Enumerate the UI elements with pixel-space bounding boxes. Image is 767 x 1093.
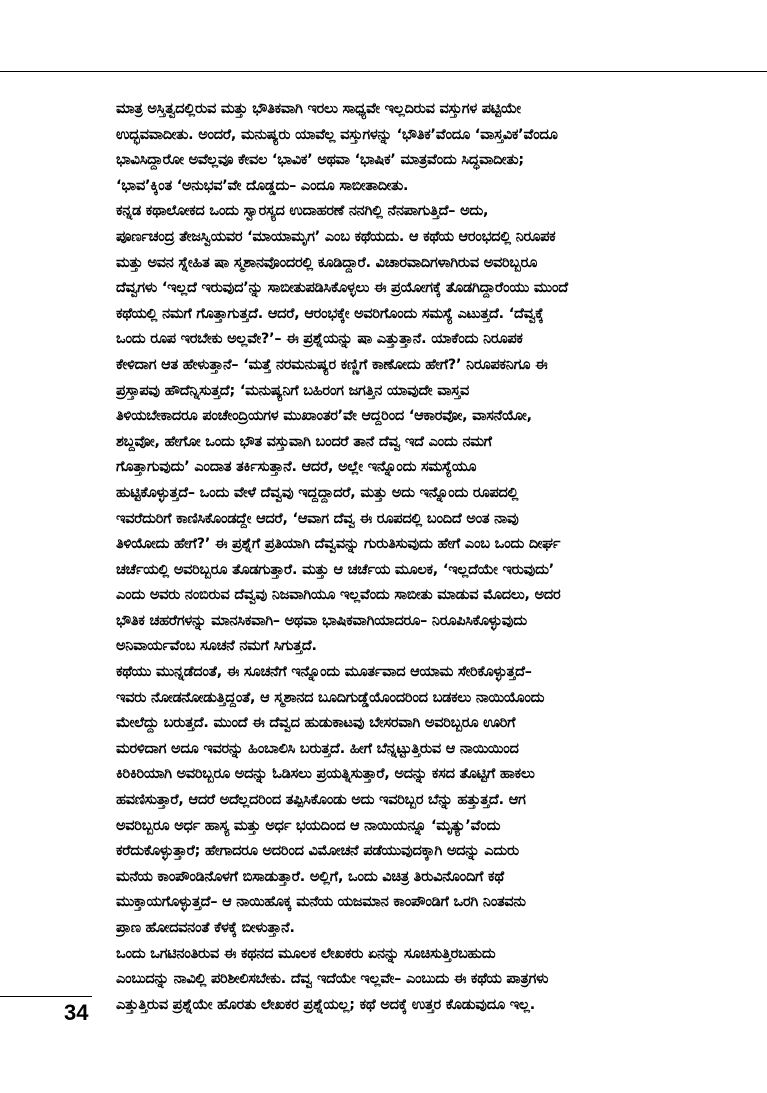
text-line: ಕಿರಿಕಿರಿಯಾಗಿ ಅವರಿಬ್ಬರೂ ಅದನ್ನು ಓಡಿಸಲು ಪ್ರಯತ್ನಿಸುತ್ತಾರೆ, ಅದನ್ನು ಕಸದ ತೊಟ್ಟಿಗೆ ಹಾಕಲು bbox=[116, 766, 535, 783]
text-line: ಭೌತಿಕ ಚಹರೆಗಳನ್ನು ಮಾನಸಿಕವಾಗಿ– ಅಥವಾ ಭಾಷಿಕವಾಗಿಯಾದರೂ– ನಿರೂಪಿಸಿಕೊಳ್ಳುವುದು bbox=[116, 612, 527, 629]
text-line: ಮುಕ್ತಾಯಗೊಳ್ಳುತ್ತದೆ– ಆ ನಾಯಿಹೊಕ್ಕ ಮನೆಯ ಯಜಮಾನ ಕಾಂಪೌಂಡಿಗೆ ಒರಗಿ ನಿಂತವನು bbox=[116, 894, 526, 911]
text-line: ಎಂದು ಅವರು ನಂಬಿರುವ ದೆವ್ವವು ನಿಜವಾಗಿಯೂ ಇಲ್ಲವೆಂದು ಸಾಬೀತು ಮಾಡುವ ಮೊದಲು, ಅದರ bbox=[116, 587, 561, 604]
text-line: ಕಥೆಯಲ್ಲಿ ನಮಗೆ ಗೊತ್ತಾಗುತ್ತದೆ. ಆದರೆ, ಆರಂಭಕ್ಕೇ ಅವರಿಗೊಂದು ಸಮಸ್ಯೆ ಎಟುತ್ತದೆ. ‘ದೆವ್ವಕ್ಕೆ bbox=[116, 305, 544, 322]
text-line: ಮರಳಿದಾಗ ಅದೂ ಇವರನ್ನು ಹಿಂಬಾಲಿಸಿ ಬರುತ್ತದೆ. ಹೀಗೆ ಬೆನ್ನಟ್ಟುತ್ತಿರುವ ಆ ನಾಯಿಯಿಂದ bbox=[116, 740, 519, 757]
text-line: ಕನ್ನಡ ಕಥಾಲೋಕದ ಒಂದು ಸ್ವಾರಸ್ಯದ ಉದಾಹರಣೆ ನನಗಿಲ್ಲಿ ನೆನಪಾಗುತ್ತಿದೆ– ಅದು, bbox=[116, 203, 489, 220]
text-line: ಉದ್ಭವವಾದೀತು. ಅಂದರೆ, ಮನುಷ್ಯರು ಯಾವೆಲ್ಲ ವಸ್ತುಗಳನ್ನು ‘ಭೌತಿಕ’ವೆಂದೂ ‘ವಾಸ್ತವಿಕ’ವೆಂದೂ bbox=[116, 126, 558, 143]
body-text bbox=[116, 97, 684, 1018]
text-line: ಭಾವಿಸಿದ್ದಾರೋ ಅವೆಲ್ಲವೂ ಕೇವಲ ‘ಭಾವಿಕ’ ಅಥವಾ ‘ಭಾಷಿಕ’ ಮಾತ್ರವೆಂದು ಸಿದ್ಧವಾದೀತು; bbox=[116, 152, 524, 169]
text-line: ಕೇಳಿದಾಗ ಆತ ಹೇಳುತ್ತಾನೆ– ‘ಮತ್ತೆ ನರಮನುಷ್ಯರ ಕಣ್ಣಿಗೆ ಕಾಣೋದು ಹೇಗೆ?’ ನಿರೂಪಕನಿಗೂ ಈ bbox=[116, 356, 548, 373]
text-line: ‘ಭಾವ’ಕ್ಕಿಂತ ‘ಅನುಭವ’ವೇ ದೊಡ್ಡದು– ಎಂದೂ ಸಾಬೀತಾದೀತು. bbox=[116, 177, 409, 194]
text-line: ಪ್ರಾಣ ಹೋದವನಂತೆ ಕೆಳಕ್ಕೆ ಬೀಳುತ್ತಾನೆ. bbox=[116, 920, 295, 936]
text-line: ಮತ್ತು ಅವನ ಸ್ನೇಹಿತ ಷಾ ಸ್ಮಶಾನವೊಂದರಲ್ಲಿ ಕೂಡಿದ್ದಾರೆ. ವಿಚಾರವಾದಿಗಳಾಗಿರುವ ಅವರಿಬ್ಬರೂ bbox=[116, 254, 538, 271]
text-line: ಕರೆದುಕೊಳ್ಳುತ್ತಾರೆ; ಹೇಗಾದರೂ ಅದರಿಂದ ವಿಮೋಚನೆ ಪಡೆಯುವುದಕ್ಕಾಗಿ ಅದನ್ನು ಎದುರು bbox=[116, 843, 519, 860]
text-line: ಇವರೆದುರಿಗೆ ಕಾಣಿಸಿಕೊಂಡದ್ದೇ ಆದರೆ, ‘ಆವಾಗ ದೆವ್ವ ಈ ರೂಪದಲ್ಲಿ ಬಂದಿದೆ ಅಂತ ನಾವು bbox=[116, 510, 519, 527]
text-line: ಗೊತ್ತಾಗುವುದು’ ಎಂದಾತ ತರ್ಕಿಸುತ್ತಾನೆ. ಆದರೆ, ಅಲ್ಲೇ ಇನ್ನೊಂದು ಸಮಸ್ಯೆಯೂ bbox=[116, 459, 477, 476]
text-line: ತಿಳಿಯಬೇಕಾದರೂ ಪಂಚೇಂದ್ರಿಯಗಳ ಮುಖಾಂತರ’ವೇ ಆದ್ದರಿಂದ ‘ಆಕಾರವೋ, ವಾಸನೆಯೋ, bbox=[116, 408, 532, 425]
text-line: ಒಂದು ರೂಪ ಇರಬೇಕು ಅಲ್ಲವೇ?’– ಈ ಪ್ರಶ್ನೆಯನ್ನು ಷಾ ಎತ್ತುತ್ತಾನೆ. ಯಾಕೆಂದು ನಿರೂಪಕ bbox=[116, 331, 523, 348]
text-line: ದೆವ್ವಗಳು ‘ಇಲ್ಲದೆ ಇರುವುದ’ನ್ನು ಸಾಬೀತುಪಡಿಸಿಕೊಳ್ಳಲು ಈ ಪ್ರಯೋಗಕ್ಕೆ ತೊಡಗಿದ್ದಾರೆಂಯು ಮುಂದೆ bbox=[116, 280, 568, 297]
header-rule bbox=[0, 71, 767, 72]
text-line: ಇವರು ನೋಡನೋಡುತ್ತಿದ್ದಂತೆ, ಆ ಸ್ಮಶಾನದ ಬೂದಿಗುಡ್ಡೆಯೊಂದರಿಂದ ಬಡಕಲು ನಾಯಿಯೊಂದು bbox=[116, 689, 545, 706]
text-line: ತಿಳಿಯೋದು ಹೇಗೆ?’ ಈ ಪ್ರಶ್ನೆಗೆ ಪ್ರತಿಯಾಗಿ ದೆವ್ವವನ್ನು ಗುರುತಿಸುವುದು ಹೇಗೆ ಎಂಬ ಒಂದು ದೀರ್ಘ bbox=[116, 536, 561, 553]
text-line: ಪ್ರಸ್ತಾಪವು ಹೌದೆನ್ನಿಸುತ್ತದೆ; ‘ಮನುಷ್ಯನಿಗೆ ಬಹಿರಂಗ ಜಗತ್ತಿನ ಯಾವುದೇ ವಾಸ್ತವ bbox=[116, 382, 469, 399]
text-line: ಮಾತ್ರ ಅಸ್ತಿತ್ವದಲ್ಲಿರುವ ಮತ್ತು ಭೌತಿಕವಾಗಿ ಇರಲು ಸಾಧ್ಯವೇ ಇಲ್ಲದಿರುವ ವಸ್ತುಗಳ ಪಟ್ಟಿಯೇ bbox=[116, 101, 521, 117]
text-line: ಶಬ್ದವೋ, ಹೇಗೋ ಒಂದು ಭೌತ ವಸ್ತುವಾಗಿ ಬಂದರೆ ತಾನೆ ದೆವ್ವ ಇದೆ ಎಂದು ನಮಗೆ bbox=[116, 433, 492, 450]
text-line: ಎಂಬುದನ್ನು ನಾವಿಲ್ಲಿ ಪರಿಶೀಲಿಸಬೇಕು. ದೆವ್ವ ಇದೆಯೇ ಇಲ್ಲವೇ– ಎಂಬುದು ಈ ಕಥೆಯ ಪಾತ್ರಗಳು bbox=[116, 971, 549, 988]
text-line: ಅವರಿಬ್ಬರೂ ಅರ್ಧ ಹಾಸ್ಯ ಮತ್ತು ಅರ್ಧ ಭಯದಿಂದ ಆ ನಾಯಿಯನ್ನೂ ‘ಮೃತ್ಯು’ವೆಂದು bbox=[116, 817, 501, 834]
footer-rule bbox=[0, 996, 92, 997]
text-line: ಚರ್ಚೆಯಲ್ಲಿ ಅವರಿಬ್ಬರೂ ತೊಡಗುತ್ತಾರೆ. ಮತ್ತು ಆ ಚರ್ಚೆಯ ಮೂಲಕ, ‘ಇಲ್ಲದೆಯೇ ಇರುವುದು’ bbox=[116, 561, 555, 578]
text-line: ಎತ್ತುತ್ತಿರುವ ಪ್ರಶ್ನೆಯೇ ಹೊರತು ಲೇಖಕರ ಪ್ರಶ್ನೆಯಲ್ಲ; ಕಥೆ ಅದಕ್ಕೆ ಉತ್ತರ ಕೊಡುವುದೂ ಇಲ್ಲ. bbox=[116, 996, 536, 1013]
text-line: ಕಥೆಯು ಮುನ್ನಡೆದಂತೆ, ಈ ಸೂಚನೆಗೆ ಇನ್ನೊಂದು ಮೂರ್ತವಾದ ಆಯಾಮ ಸೇರಿಕೊಳ್ಳುತ್ತದೆ– bbox=[116, 664, 532, 681]
text-line: ಮೇಲೆದ್ದು ಬರುತ್ತದೆ. ಮುಂದೆ ಈ ದೆವ್ವದ ಹುಡುಕಾಟವು ಬೇಸರವಾಗಿ ಅವರಿಬ್ಬರೂ ಊರಿಗೆ bbox=[116, 715, 516, 732]
text-line: ಮನೆಯ ಕಾಂಪೌಂಡಿನೊಳಗೆ ಬಿಸಾಡುತ್ತಾರೆ. ಅಲ್ಲಿಗೆ, ಒಂದು ವಿಚಿತ್ರ ತಿರುವಿನೊಂದಿಗೆ ಕಥೆ bbox=[116, 868, 504, 885]
text-line: ಅನಿವಾರ್ಯವೆಂಬ ಸೂಚನೆ ನಮಗೆ ಸಿಗುತ್ತದೆ. bbox=[116, 638, 317, 655]
text-line: ಹುಟ್ಟಿಕೊಳ್ಳುತ್ತದೆ– ಒಂದು ವೇಳೆ ದೆವ್ವವು ಇದ್ದದ್ದಾದರೆ, ಮತ್ತು ಅದು ಇನ್ನೊಂದು ರೂಪದಲ್ಲಿ bbox=[116, 484, 519, 501]
text-line: ಪೂರ್ಣಚಂದ್ರ ತೇಜಸ್ವಿಯವರ ‘ಮಾಯಾಮೃಗ’ ಎಂಬ ಕಥೆಯದು. ಆ ಕಥೆಯ ಆರಂಭದಲ್ಲಿ ನಿರೂಪಕ bbox=[116, 228, 556, 245]
page-number: 34 bbox=[64, 1000, 89, 1025]
text-line: ಒಂದು ಒಗಟಿನಂತಿರುವ ಈ ಕಥನದ ಮೂಲಕ ಲೇಖಕರು ಏನನ್ನು ಸೂಚಿಸುತ್ತಿರಬಹುದು bbox=[116, 945, 496, 962]
text-line: ಹವಣಿಸುತ್ತಾರೆ, ಆದರೆ ಅದೆಲ್ಲದರಿಂದ ತಪ್ಪಿಸಿಕೊಂಡು ಅದು ಇವರಿಬ್ಬರ ಬೆನ್ನು ಹತ್ತುತ್ತದೆ. ಆಗ bbox=[116, 792, 526, 809]
